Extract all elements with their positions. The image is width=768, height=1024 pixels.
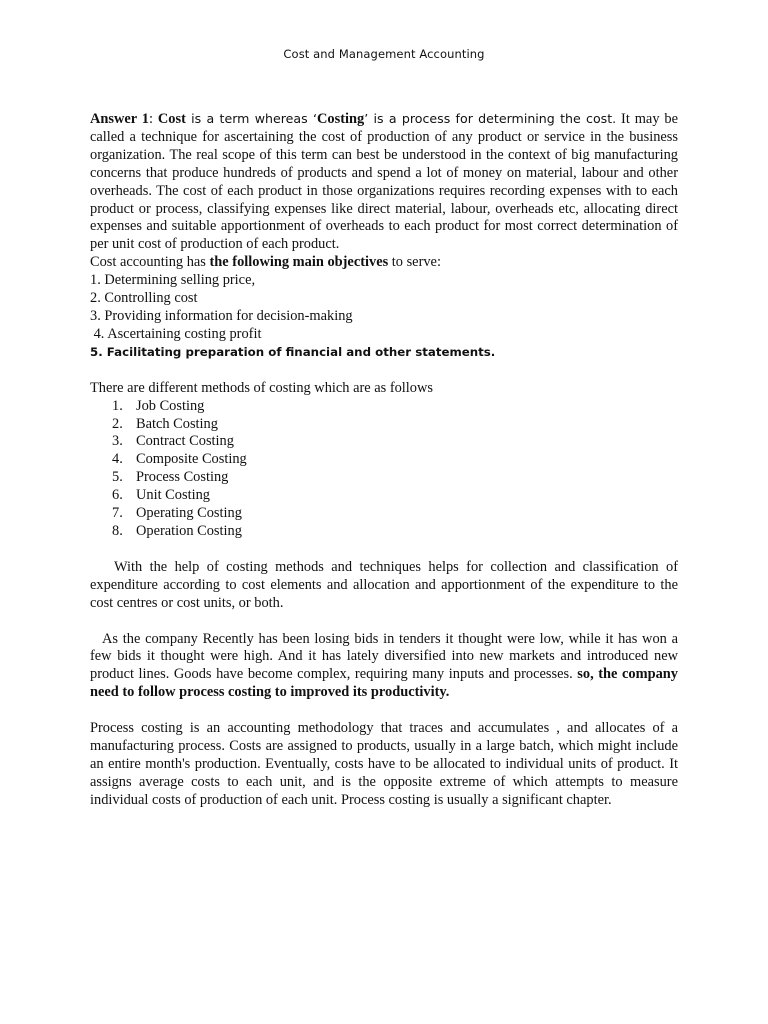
page-header-title: Cost and Management Accounting bbox=[283, 47, 485, 61]
spacer bbox=[90, 362, 678, 380]
method-item bbox=[90, 451, 678, 469]
method-number: 5. bbox=[112, 469, 123, 486]
company-paragraph-text: As the company Recently has been losing bids in tenders it thought were low, while it has won a few bids it thought were high. And it has lately diversified into new markets and introduced new product lines. Goods have become complex, requiring many inputs and processes. bbox=[90, 630, 678, 683]
method-number: 7. bbox=[112, 505, 123, 522]
method-item bbox=[90, 505, 678, 523]
spacer bbox=[90, 613, 678, 631]
costing-term: Costing bbox=[317, 111, 365, 127]
objective-item: 1. Determining selling price, bbox=[90, 272, 256, 289]
cost-phrase-1: is a term whereas ‘ bbox=[185, 111, 318, 126]
method-label: Unit Costing bbox=[136, 487, 210, 504]
method-number: 8. bbox=[112, 522, 123, 539]
objectives-intro-pre: Cost accounting has bbox=[90, 254, 210, 271]
method-item bbox=[90, 416, 678, 434]
method-number: 2. bbox=[112, 415, 123, 432]
methods-list bbox=[90, 398, 678, 541]
objective-item: 4. Ascertaining costing profit bbox=[90, 325, 262, 342]
costing-help-paragraph: With the help of costing methods and techniques helps for collection and classification of expenditure according to cost elements and allocation and apportionment of the expenditure to the cost centres or cost units, or both. bbox=[90, 558, 678, 611]
method-label: Batch Costing bbox=[136, 415, 218, 432]
objective-item: 2. Controlling cost bbox=[90, 290, 198, 307]
answer-label: Answer 1 bbox=[90, 111, 149, 127]
method-number: 6. bbox=[112, 487, 123, 504]
answer-rest: It may be called a technique for ascertaining the cost of production of any product or service in the business organization. The real scope of this term can best be understood in the context of big manufacturing concerns that produce hundreds of products and spend a lot of money on material, labour and other overheads. The cost of each product in those organizations requires recording expenses with to each product or process, classifying expenses like direct material, labour, overheads etc, allocating direct expenses and suitable apportionment of overheads to each product for most correct determination of per unit cost of production of each product. bbox=[90, 111, 678, 253]
objective-item: 3. Providing information for decision-making bbox=[90, 307, 353, 324]
answer-colon: : bbox=[149, 111, 158, 127]
objective-item: 5. Facilitating preparation of financial and other statements. bbox=[90, 344, 496, 359]
method-label: Composite Costing bbox=[136, 451, 247, 468]
document-body bbox=[90, 110, 678, 810]
method-item bbox=[90, 487, 678, 505]
method-item bbox=[90, 523, 678, 541]
method-label: Operation Costing bbox=[136, 522, 242, 539]
method-number: 4. bbox=[112, 451, 123, 468]
spacer bbox=[90, 541, 678, 559]
objectives-intro-post: to serve: bbox=[388, 254, 441, 271]
method-number: 1. bbox=[112, 397, 123, 414]
method-label: Contract Costing bbox=[136, 433, 234, 450]
process-costing-paragraph: Process costing is an accounting methodology that traces and accumulates , and allocates of a manufacturing process. Costs are assigned to products, usually in a large batch, which might include an entire month's production. Eventually, costs have to be allocated to individual units of product. It assigns average costs to each unit, and is the opposite extreme of which attempts to measure individual costs of production of each unit. Process costing is usually a significant chapter. bbox=[90, 720, 678, 808]
method-label: Process Costing bbox=[136, 469, 229, 486]
company-paragraph bbox=[90, 631, 678, 703]
method-number: 3. bbox=[112, 433, 123, 450]
cost-term: Cost bbox=[157, 111, 186, 127]
objectives-intro-bold: the following main objectives bbox=[209, 254, 389, 271]
method-item bbox=[90, 398, 678, 416]
cost-phrase-2: ’ is a process for determining the cost. bbox=[364, 111, 617, 126]
method-item bbox=[90, 433, 678, 451]
method-label: Job Costing bbox=[136, 397, 205, 414]
method-item bbox=[90, 469, 678, 487]
answer-paragraph bbox=[90, 110, 678, 254]
company-paragraph-conclusion: so, the company need to follow process costing to improved its productivity. bbox=[90, 666, 678, 701]
spacer bbox=[90, 702, 678, 720]
objectives-intro bbox=[90, 254, 678, 272]
methods-intro: There are different methods of costing which are as follows bbox=[90, 379, 433, 396]
method-label: Operating Costing bbox=[136, 505, 242, 522]
